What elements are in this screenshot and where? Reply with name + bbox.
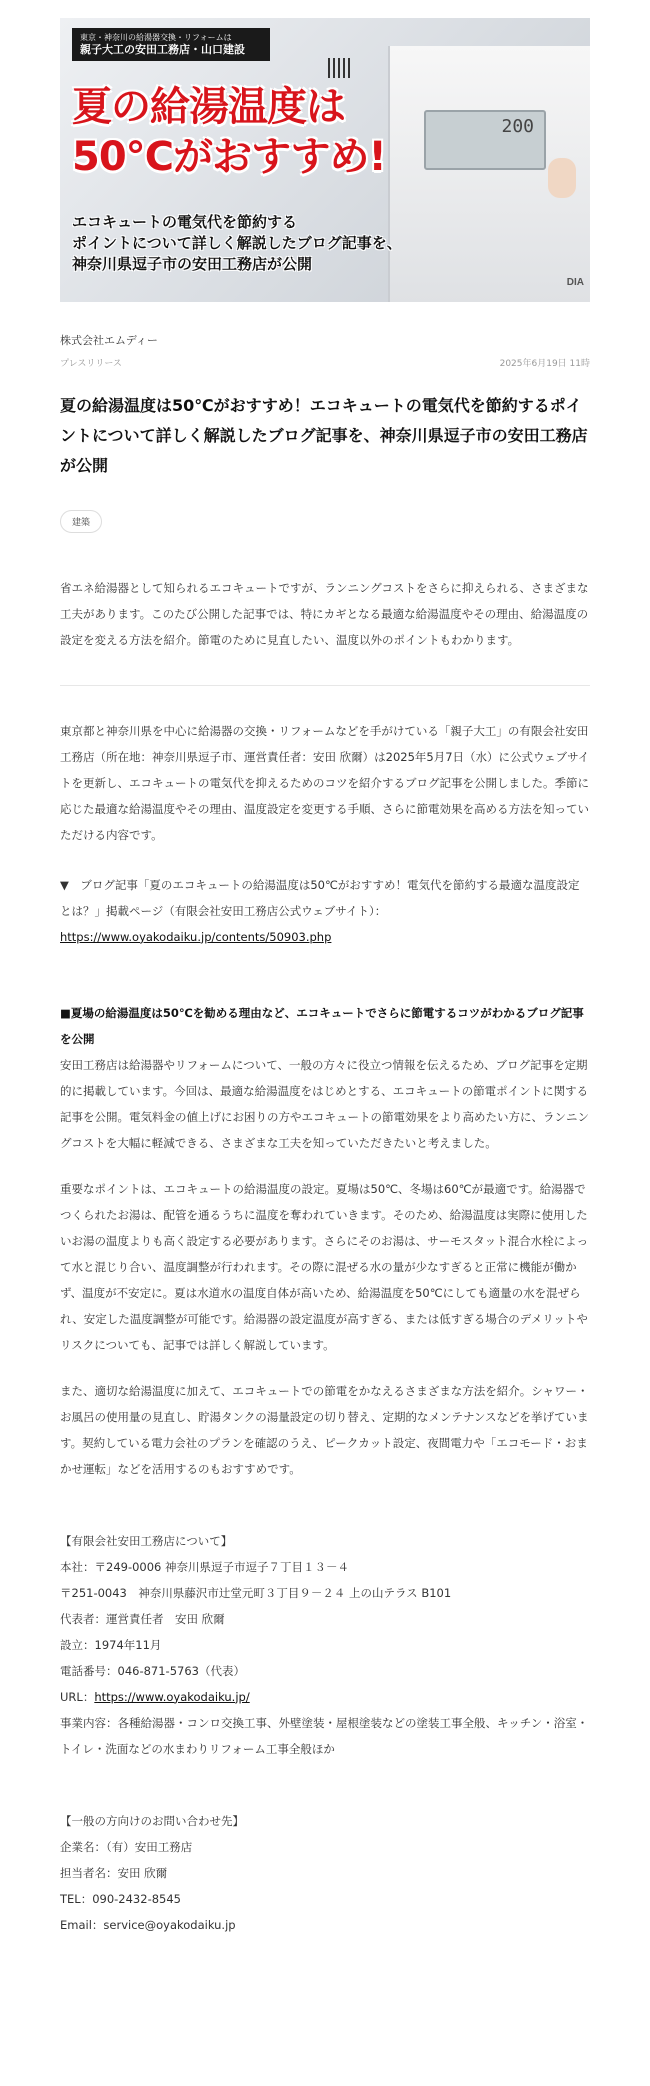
about-line: 設立：1974年11月 — [60, 1637, 162, 1652]
hero-tag-line2: 親子大工の安田工務店・山口建設 — [80, 43, 245, 56]
body-paragraph-1: 安田工務店は給湯器やリフォームについて、一般の方々に役立つ情報を伝えるため、ブログ記事を定期的に掲載しています。今回は、最適な給湯温度をはじめとする、エコキュートの節電ポイントに関する記事を公開。電気料金の値上げにお困りの方やエコキュートの節電効果をより高めたい方に、ランニングコストを大幅に軽減できる、さまざまな工夫を知っていただきたいと考えました。 — [60, 1057, 589, 1150]
contact-line: TEL：090-2432-8545 — [60, 1891, 181, 1906]
about-line: 〒251-0043 神奈川県藤沢市辻堂元町３丁目９－２４ 上の山テラス B101 — [60, 1585, 452, 1600]
article-title: 夏の給湯温度は50℃がおすすめ！エコキュートの電気代を節約するポイントについて詳しく解説したブログ記事を、神奈川県逗子市の安田工務店が公開 — [60, 396, 588, 475]
blog-reference-text: ▼ ブログ記事「夏のエコキュートの給湯温度は50℃がおすすめ！電気代を節約する最適な温度設定とは？」掲載ページ（有限会社安田工務店公式ウェブサイト）： — [60, 877, 580, 918]
company-name[interactable]: 株式会社エムディー — [60, 334, 158, 347]
company-website-link[interactable]: https://www.oyakodaiku.jp/ — [94, 1689, 250, 1704]
about-heading: 【有限会社安田工務店について】 — [60, 1533, 233, 1548]
section-heading: ■夏場の給湯温度は50℃を勧める理由など、エコキュートでさらに節電するコツがわかるブログ記事を公開 — [60, 1005, 584, 1046]
remote-display: 200 — [424, 110, 546, 170]
hero-image — [60, 18, 590, 302]
category-label: プレスリリース — [60, 359, 122, 369]
hero-tag-line1: 東京・神奈川の給湯器交換・リフォームは — [80, 33, 232, 42]
tag-chip[interactable]: 建築 — [60, 510, 102, 533]
hero-subheadline: エコキュートの電気代を節約する ポイントについて詳しく解説したブログ記事を、 神奈川県逗子市の安田工務店が公開 — [72, 213, 402, 273]
body-intro: 東京都と神奈川県を中心に給湯器の交換・リフォームなどを手がけている「親子大工」の有限会社安田工務店（所在地：神奈川県逗子市、運営責任者：安田 欣爾）は2025年5月7日（水）に公式ウェブサイトを更新し、エコキュートの電気代を抑えるためのコツを紹介するブログ記事を公開しました。季節に応じた最適な給湯温度やその理由、温度設定を変更する手順、さらに節電効果を高める方法を知っていただける内容です。 — [60, 723, 590, 842]
blog-reference — [60, 872, 590, 950]
device-brand-label: DIA — [566, 277, 584, 288]
about-section — [60, 1528, 590, 1762]
about-line: 電話番号：046-871-5763（代表） — [60, 1663, 245, 1678]
divider — [60, 685, 590, 686]
contact-section — [60, 1808, 590, 1938]
body-paragraph-2: 重要なポイントは、エコキュートの給湯温度の設定。夏場は50℃、冬場は60℃が最適です。給湯器でつくられたお湯は、配管を通るうちに温度を奪われていきます。そのため、給湯温度は実際に使用したいお湯の温度よりも高く設定する必要があります。さらにそのお湯は、サーモスタット混合水栓によって水と混じり合い、温度調整が行われます。その際に混ぜる水の量が少なすぎると正常に機能が働かず、温度が不安定に。夏は水道水の温度自体が高いため、給湯温度を50℃にしても適量の水を混ぜられ、安定した温度調整が可能です。給湯器の設定温度が高すぎる、または低すぎる場合のデメリットやリスクについても、記事では詳しく解説しています。 — [60, 1181, 589, 1352]
blog-link[interactable]: https://www.oyakodaiku.jp/contents/50903.php — [60, 929, 332, 944]
article-lead: 省エネ給湯器として知られるエコキュートですが、ランニングコストをさらに抑えられる、さまざまな工夫があります。このたび公開した記事では、特にカギとなる最適な給湯温度やその理由、給湯温度の設定を変える方法を紹介。節電のために見直したい、温度以外のポイントもわかります。 — [60, 580, 589, 647]
about-line: 代表者：運営責任者 安田 欣爾 — [60, 1611, 225, 1626]
contact-line: Email：service@oyakodaiku.jp — [60, 1917, 236, 1932]
speaker-grille — [328, 58, 352, 78]
about-url-line — [60, 1684, 590, 1710]
contact-heading: 【一般の方向けのお問い合わせ先】 — [60, 1813, 244, 1828]
about-business: 事業内容：各種給湯器・コンロ交換工事、外壁塗装・屋根塗装などの塗装工事全般、キッチン・浴室・トイレ・洗面などの水まわりリフォーム工事全般ほか — [60, 1715, 589, 1756]
hero-headline: 夏の給湯温度は 50℃がおすすめ! — [72, 84, 386, 180]
body-paragraph-3: また、適切な給湯温度に加えて、エコキュートでの節電をかなえるさまざまな方法を紹介。シャワー・お風呂の使用量の見直し、貯湯タンクの湯量設定の切り替え、定期的なメンテナンスなどを挙げています。契約している電力会社のプランを確認のうえ、ピークカット設定、夜間電力や「エコモード・おまかせ運転」などを活用するのもおすすめです。 — [60, 1383, 589, 1476]
press-release-page — [0, 18, 650, 1938]
contact-line: 担当者名：安田 欣爾 — [60, 1865, 168, 1880]
article-meta — [60, 356, 590, 369]
finger — [548, 158, 576, 198]
about-line: 本社：〒249-0006 神奈川県逗子市逗子７丁目１３－４ — [60, 1559, 350, 1574]
url-label: URL： — [60, 1689, 95, 1704]
hero-tag-box — [72, 28, 270, 61]
publish-date: 2025年6月19日 11時 — [499, 359, 590, 369]
contact-line: 企業名：（有）安田工務店 — [60, 1839, 193, 1854]
